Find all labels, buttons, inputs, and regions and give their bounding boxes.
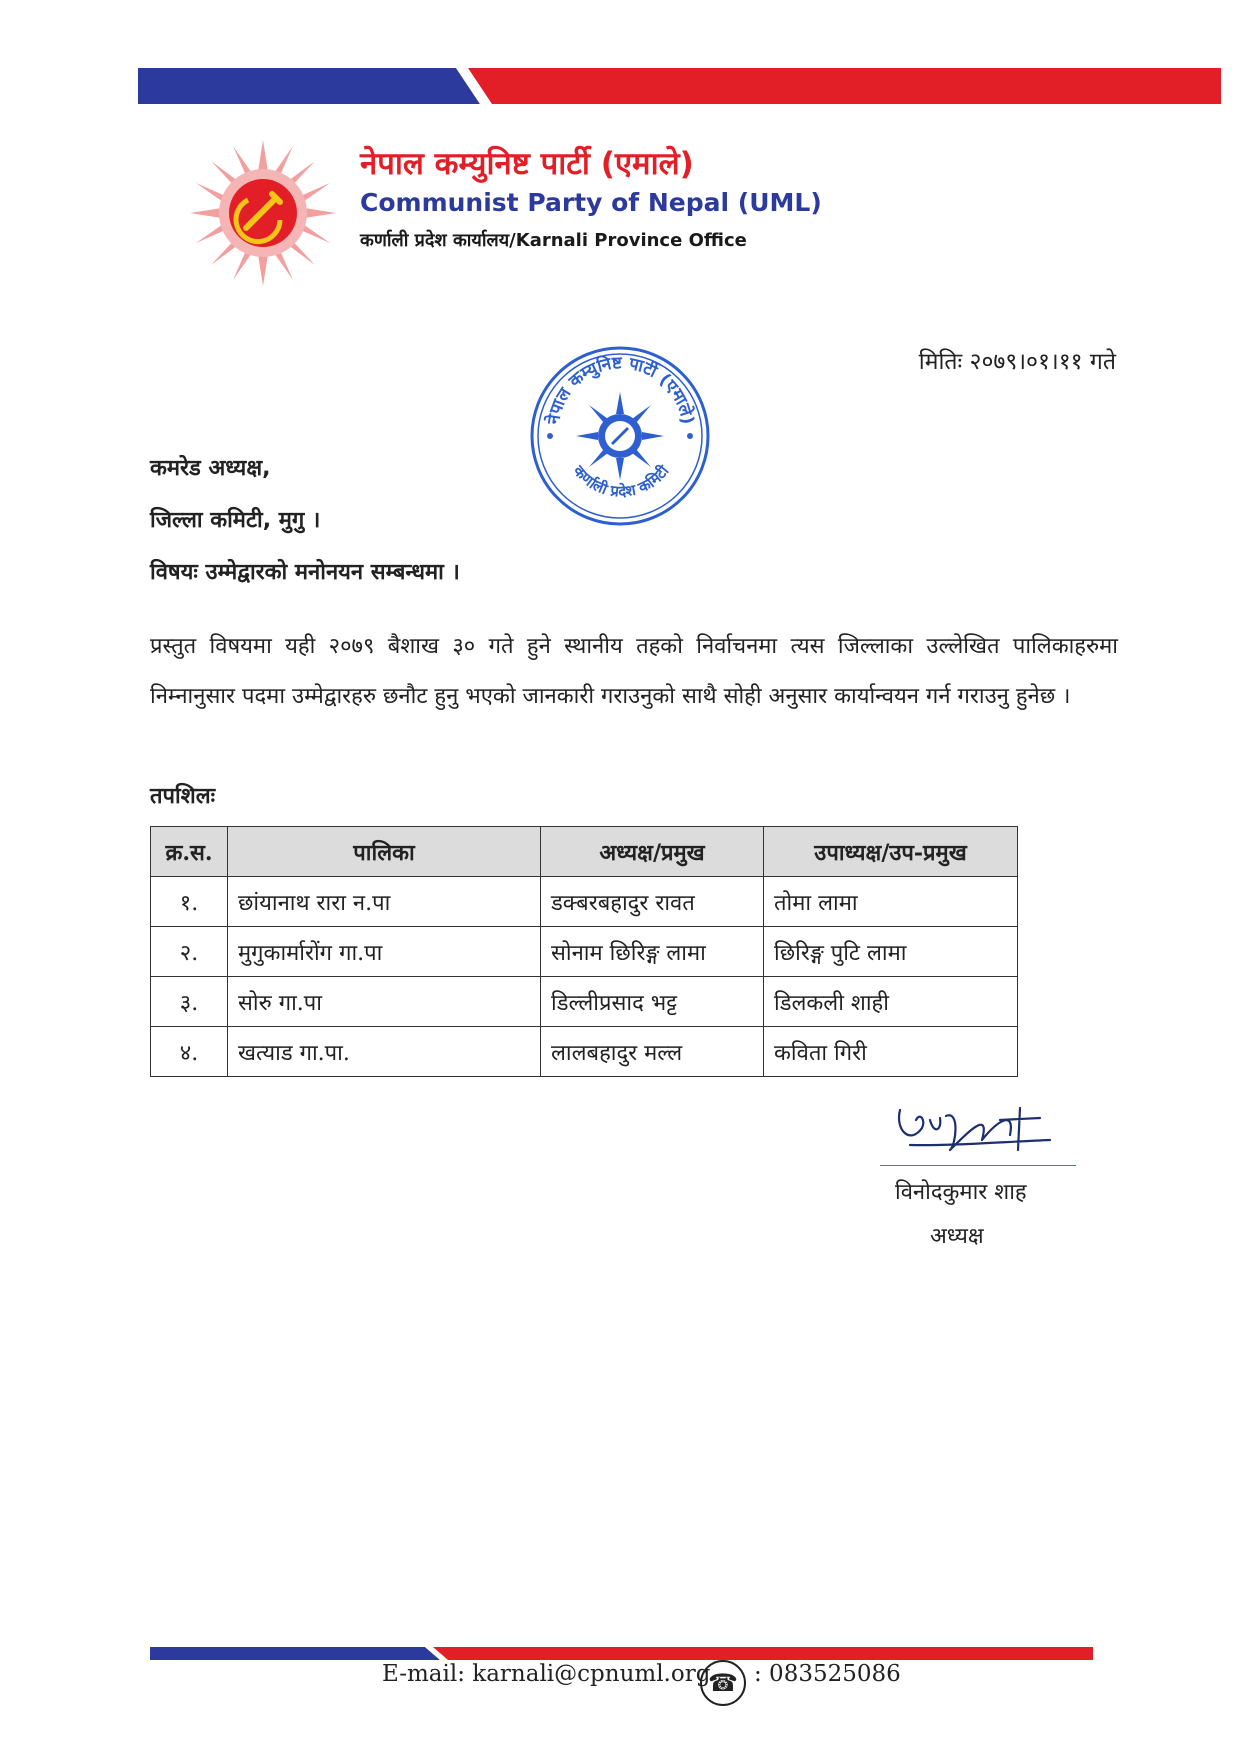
- col-header-municipality: पालिका: [228, 827, 541, 877]
- cell-vice-chair: कविता गिरी: [764, 1027, 1018, 1077]
- cell-vice-chair: छिरिङ्ग पुटि लामा: [764, 927, 1018, 977]
- nominee-table: [150, 826, 1018, 1077]
- col-header-serial: क्र.स.: [151, 827, 228, 877]
- cell-serial: ४.: [151, 1027, 228, 1077]
- footer-stripe: [150, 1647, 1093, 1660]
- footer-phone: : 083525086: [754, 1661, 901, 1687]
- col-header-chair: अध्यक्ष/प्रमुख: [541, 827, 764, 877]
- stamp-text-top: नेपाल कम्युनिष्ट पार्टी (एमाले): [543, 353, 698, 426]
- table-row: [151, 977, 1018, 1027]
- cell-municipality: खत्याड गा.पा.: [228, 1027, 541, 1077]
- org-name-nepali: नेपाल कम्युनिष्ट पार्टी (एमाले): [360, 146, 694, 182]
- stamp-text-bottom: कर्णाली प्रदेश कमिटी: [569, 462, 673, 501]
- party-logo-icon: [188, 138, 338, 288]
- signature-line: [880, 1165, 1076, 1166]
- col-header-vice-chair: उपाध्यक्ष/उप-प्रमुख: [764, 827, 1018, 877]
- cell-serial: ३.: [151, 977, 228, 1027]
- signatory-title: अध्यक्ष: [930, 1224, 984, 1249]
- letter-body: प्रस्तुत विषयमा यही २०७९ बैशाख ३० गते हुने स्थानीय तहको निर्वाचनमा त्यस जिल्लाका उल्लेखित पालिकाहरुमा निम्नानुसार पदमा उम्मेद्वारहरु छनौट हुनु भएको जानकारी गराउनुको साथै सोही अनुसार कार्यान्वयन गर्न गराउनु हुनेछ ।: [150, 634, 1118, 709]
- letter-subject: विषयः उम्मेद्वारको मनोनयन सम्बन्धमा ।: [150, 560, 460, 585]
- handwritten-signature: [890, 1090, 1060, 1170]
- official-stamp: [528, 344, 713, 529]
- cell-serial: २.: [151, 927, 228, 977]
- cell-chair: लालबहादुर मल्ल: [541, 1027, 764, 1077]
- table-row: [151, 927, 1018, 977]
- cell-serial: १.: [151, 877, 228, 927]
- cell-municipality: छांयानाथ रारा न.पा: [228, 877, 541, 927]
- cell-vice-chair: तोमा लामा: [764, 877, 1018, 927]
- table-header-row: [151, 827, 1018, 877]
- table-row: [151, 877, 1018, 927]
- telephone-icon: ☎: [700, 1660, 746, 1706]
- header-stripe: [138, 68, 1221, 104]
- letter-date: मितिः २०७९।०१।११ गते: [918, 349, 1116, 375]
- cell-municipality: मुगुकार्मारोंग गा.पा: [228, 927, 541, 977]
- addressee-line-2: जिल्ला कमिटी, मुगु ।: [150, 508, 321, 533]
- org-name-english: Communist Party of Nepal (UML): [360, 188, 822, 217]
- details-label: तपशिलः: [150, 784, 216, 809]
- signatory-name: विनोदकुमार शाह: [895, 1180, 1027, 1205]
- cell-chair: सोनाम छिरिङ्ग लामा: [541, 927, 764, 977]
- office-name: कर्णाली प्रदेश कार्यालय/Karnali Province Office: [360, 230, 747, 251]
- addressee-line-1: कमरेड अध्यक्ष,: [150, 456, 271, 481]
- cell-vice-chair: डिलकली शाही: [764, 977, 1018, 1027]
- cell-chair: डिल्लीप्रसाद भट्ट: [541, 977, 764, 1027]
- footer-email: E-mail: karnali@cpnuml.org: [382, 1661, 711, 1687]
- table-row: [151, 1027, 1018, 1077]
- cell-chair: डक्बरबहादुर रावत: [541, 877, 764, 927]
- cell-municipality: सोरु गा.पा: [228, 977, 541, 1027]
